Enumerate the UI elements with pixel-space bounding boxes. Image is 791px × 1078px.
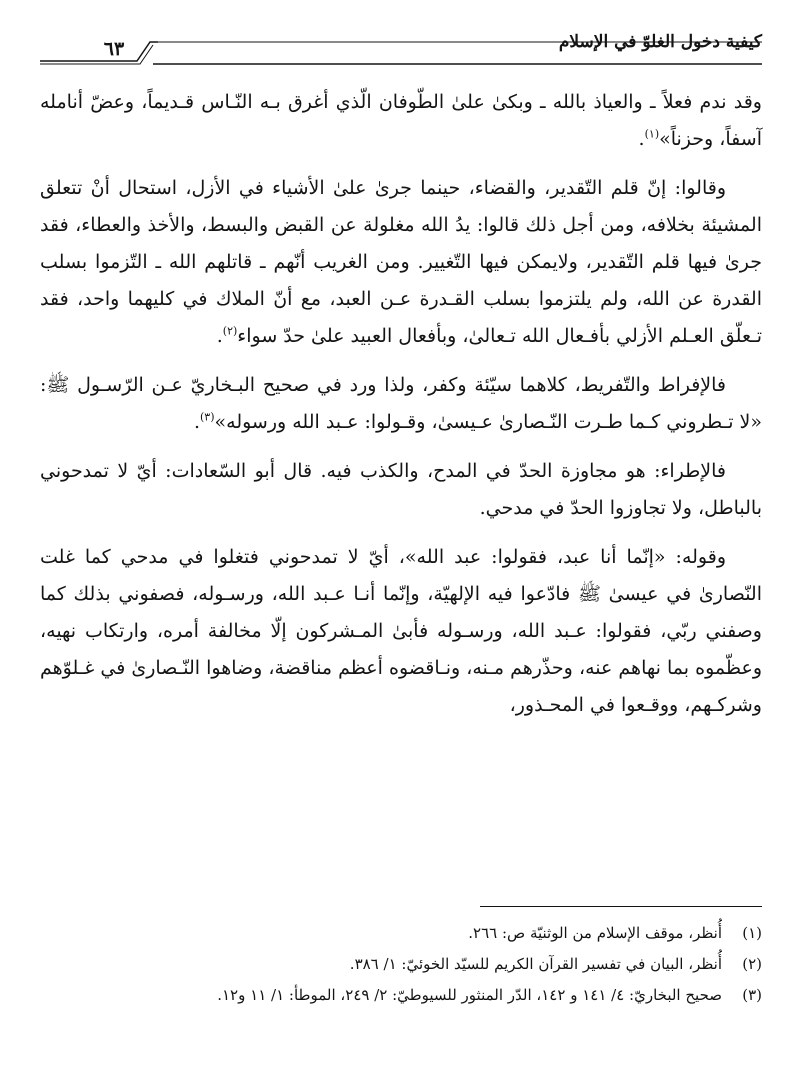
paragraph-1-text: وقد ندم فعلاً ـ والعياذ بالله ـ وبكىٰ علىٰ الطّوفان الّذي أغرق بـه النّـاس قـديماً، وعضّ أنامله آسفاً، وحزناً» bbox=[40, 91, 762, 150]
paragraph-4 bbox=[40, 453, 762, 527]
period: . bbox=[216, 325, 223, 347]
period: . bbox=[193, 411, 200, 433]
footnote-number: (٢) bbox=[742, 955, 762, 973]
paragraph-2-text: وقالوا: إنّ قلم التّقدير، والقضاء، حينما جرىٰ علىٰ الأشياء في الأزل، استحال أنْ تتعلق المشيئة بخلافه، ومن أجل ذلك قالوا: يدُ الله مغلولة عن القبض والبسط، والأخذ والعطاء، فقد جرىٰ فيها قلم التّقدير، ولايمكن فيها التّغيير. ومن الغريب أنّهم ـ قاتلهم الله ـ التّزموا بسلب القدرة عن الله، ولم يلتزموا بسلب القـدرة عـن العبد، مع أنّ الملاك في كليهما واحد، فقد تـعلّق العـلم الأزلي بأفـعال الله تـعالىٰ، وبأفعال العبيد علىٰ حدّ سواء bbox=[40, 177, 763, 347]
footnote-text: صحيح البخاريّ: ٤/ ١٤١ و ١٤٢، الدّر المنثور للسيوطيّ: ٢/ ٢٤٩، الموطأ: ١/ ١١ و١٢. bbox=[217, 986, 722, 1004]
running-header bbox=[40, 28, 762, 68]
paragraph-2 bbox=[40, 170, 762, 355]
period: . bbox=[638, 128, 645, 150]
footnote-text: أُنظر، البيان في تفسير القرآن الكريم للسيّد الخوئيّ: ١/ ٣٨٦. bbox=[349, 955, 722, 973]
footnote-1 bbox=[40, 918, 762, 949]
paragraph-3 bbox=[40, 367, 762, 441]
paragraph-5-text: وقوله: «إنّما أنا عبد، فقولوا: عبد الله»، أيّ لا تمدحوني فتغلوا في مدحي كما غلت النّصارىٰ في عيسىٰ ﷺ فادّعوا فيه الإلهيّة، وإنّما أنـا عـبد الله، ورسـوله، فصفوني بذلك كما وصفني ربّي، فقولوا: عـبد الله، ورسـوله فأبىٰ المـشركون إلّا مخالفة أمره، وارتكاب نهيه، وعظّموه بما نهاهم عنه، وحذّرهم مـنه، ونـاقضوه أعظم مناقضة، وضاهوا النّـصارىٰ في غـلوّهم وشركـهم، ووقـعوا في المحـذور، bbox=[40, 546, 762, 716]
footnote-3 bbox=[40, 980, 762, 1011]
paragraph-4-text: فالإطراء: هو مجاوزة الحدّ في المدح، والكذب فيه. قال أبو السّعادات: أيّ لا تمدحوني بالباطل، ولا تجاوزوا الحدّ في مدحي. bbox=[40, 460, 762, 519]
running-title: كيفية دخول الغلوّ في الإسلام bbox=[558, 32, 762, 52]
footnote-ref-2[interactable]: (٢) bbox=[222, 324, 238, 338]
footnote-ref-3[interactable]: (٣) bbox=[200, 410, 215, 424]
footnote-number: (٣) bbox=[742, 986, 762, 1004]
footnote-2 bbox=[40, 949, 762, 980]
footnotes bbox=[40, 918, 762, 1011]
paragraph-3-text: فالإفراط والتّفريط، كلاهما سيّئة وكفر، ولذا ورد في صحيح البـخاريّ عـن الرّسـول ﷺ: «لا تـطروني كـما طـرت النّـصارىٰ عـيسىٰ، وقـولوا: عـبد الله ورسوله» bbox=[40, 374, 762, 433]
footnote-separator bbox=[480, 906, 762, 907]
footnote-ref-1[interactable]: (١) bbox=[644, 127, 660, 141]
body-text bbox=[40, 84, 762, 736]
paragraph-1 bbox=[40, 84, 762, 158]
page-number: ٦٣ bbox=[103, 38, 125, 60]
footnote-text: أُنظر، موقف الإسلام من الوثنيّة ص: ٢٦٦. bbox=[468, 924, 722, 942]
footnote-number: (١) bbox=[742, 924, 762, 942]
paragraph-5 bbox=[40, 539, 762, 724]
